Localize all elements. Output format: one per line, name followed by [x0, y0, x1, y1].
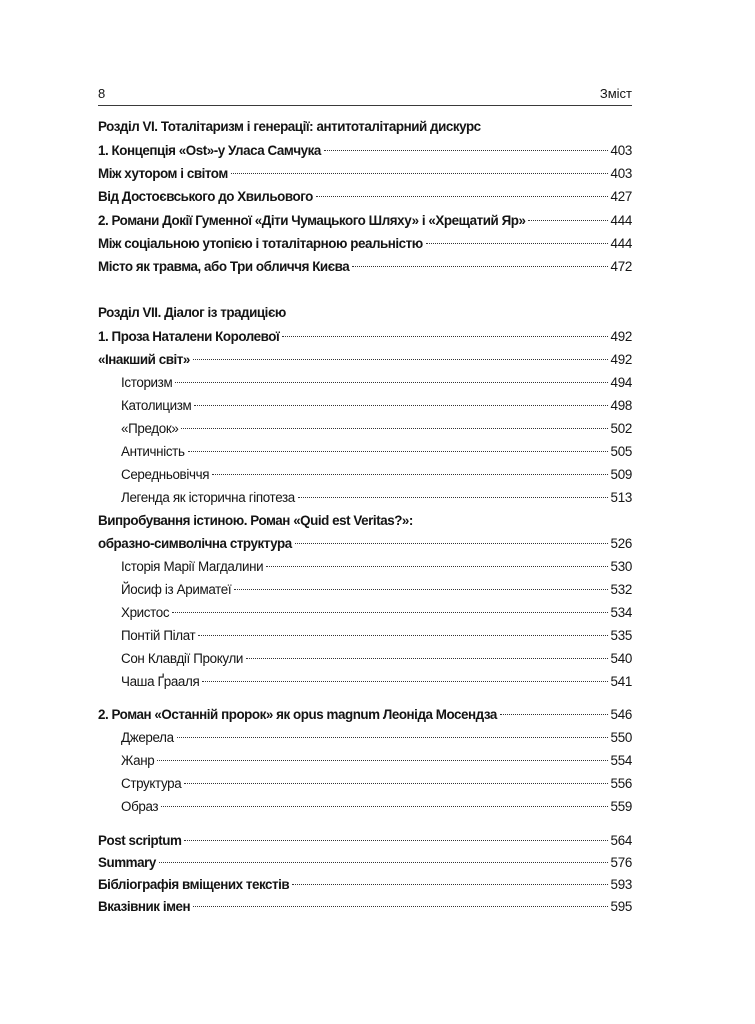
toc-entry-page: 513 — [610, 490, 632, 505]
toc-subentry[interactable] — [98, 773, 632, 795]
toc-entry-title: «Предок» — [121, 421, 179, 436]
toc-subentry[interactable] — [98, 464, 632, 486]
toc-subentry[interactable] — [98, 487, 632, 509]
toc-entry-page: 472 — [610, 259, 632, 274]
toc-entry[interactable] — [98, 256, 632, 278]
toc-entry-page: 576 — [610, 855, 632, 870]
toc-entry-page: 532 — [610, 582, 632, 597]
toc-entry-page: 550 — [610, 730, 632, 745]
toc-entry[interactable] — [98, 233, 632, 255]
toc-entry-title: Чаша Ґрааля — [121, 674, 200, 689]
toc-entry-page: 494 — [610, 375, 632, 390]
toc-entry-title: Джерела — [121, 730, 174, 745]
veritas-section-title[interactable]: Випробування істиною. Роман «Quid est Veritas?»: — [98, 513, 413, 528]
leader-dots — [298, 497, 608, 498]
toc-entry-title: Бібліографія вміщених текстів — [98, 877, 290, 892]
toc-subentry[interactable] — [98, 671, 632, 693]
leader-dots — [198, 635, 607, 636]
leader-dots — [184, 840, 607, 841]
leader-dots — [316, 196, 608, 197]
toc-entry-page: 546 — [610, 707, 632, 722]
toc-entry-title: Структура — [121, 776, 182, 791]
toc-entry-title: Католицизм — [121, 398, 192, 413]
toc-entry-page: 492 — [610, 352, 632, 367]
leader-dots — [212, 474, 607, 475]
toc-entry-page: 530 — [610, 559, 632, 574]
leader-dots — [295, 543, 608, 544]
toc-entry-title: Середньовіччя — [121, 467, 210, 482]
leader-dots — [172, 612, 607, 613]
toc-entry-title: Post scriptum — [98, 833, 182, 848]
leader-dots — [177, 737, 608, 738]
leader-dots — [181, 428, 607, 429]
leader-dots — [266, 566, 607, 567]
toc-entry[interactable] — [98, 326, 632, 348]
leader-dots — [426, 243, 608, 244]
toc-entry[interactable] — [98, 349, 632, 371]
toc-entry-title: Між соціальною утопією і тоталітарною реальністю — [98, 236, 423, 251]
toc-entry-page: 593 — [610, 877, 632, 892]
toc-entry-page: 492 — [610, 329, 632, 344]
toc-entry-title: Від Достоєвського до Хвильового — [98, 189, 313, 204]
toc-entry-title: Сон Клавдії Прокули — [121, 651, 244, 666]
toc-subentry[interactable] — [98, 441, 632, 463]
leader-dots — [324, 150, 608, 151]
toc-entry-page: 509 — [610, 467, 632, 482]
toc-entry[interactable] — [98, 852, 632, 874]
leader-dots — [528, 220, 607, 221]
toc-entry-title: Жанр — [121, 753, 155, 768]
toc-entry-page: 540 — [610, 651, 632, 666]
toc-entry-page: 403 — [610, 166, 632, 181]
toc-entry[interactable] — [98, 210, 632, 232]
toc-entry-page: 564 — [610, 833, 632, 848]
leader-dots — [175, 382, 607, 383]
toc-entry-title: 2. Романи Докії Гуменної «Діти Чумацького Шляху» і «Хрещатий Яр» — [98, 213, 526, 228]
leader-dots — [282, 336, 607, 337]
header-rule — [98, 105, 632, 106]
leader-dots — [193, 906, 607, 907]
leader-dots — [231, 173, 608, 174]
part-6-title: Розділ VI. Тоталітаризм і генерації: антитоталітарний дискурс — [98, 119, 481, 134]
toc-entry-page: 444 — [610, 236, 632, 251]
toc-subentry[interactable] — [98, 602, 632, 624]
toc-entry-page: 554 — [610, 753, 632, 768]
toc-entry-page: 498 — [610, 398, 632, 413]
toc-entry-page: 556 — [610, 776, 632, 791]
leader-dots — [193, 359, 608, 360]
toc-entry-title: Вказівник імен — [98, 899, 191, 914]
toc-entry-page: 559 — [610, 799, 632, 814]
page-number: 8 — [98, 86, 106, 101]
toc-subentry[interactable] — [98, 625, 632, 647]
toc-subentry[interactable] — [98, 579, 632, 601]
toc-entry-title: 2. Роман «Останній пророк» як opus magnum Леоніда Мосендза — [98, 707, 497, 722]
toc-subentry[interactable] — [98, 418, 632, 440]
toc-entry-page: 502 — [610, 421, 632, 436]
toc-entry[interactable] — [98, 533, 632, 555]
page-header — [98, 82, 632, 104]
leader-dots — [292, 884, 607, 885]
toc-subentry[interactable] — [98, 372, 632, 394]
toc-entry-title: Античність — [121, 444, 185, 459]
leader-dots — [194, 405, 607, 406]
toc-entry[interactable] — [98, 830, 632, 852]
toc-entry-title: Легенда як історична гіпотеза — [121, 490, 295, 505]
toc-entry[interactable] — [98, 896, 632, 918]
toc-entry-title: Образ — [121, 799, 159, 814]
toc-entry-title: 1. Проза Наталени Королевої — [98, 329, 280, 344]
toc-entry[interactable] — [98, 874, 632, 896]
leader-dots — [246, 658, 607, 659]
part-7-title: Розділ VII. Діалог із традицією — [98, 305, 286, 320]
toc-entry-page: 444 — [610, 213, 632, 228]
toc-entry-page: 505 — [610, 444, 632, 459]
toc-entry[interactable] — [98, 186, 632, 208]
leader-dots — [352, 266, 607, 267]
toc-entry-title: Між хутором і світом — [98, 166, 228, 181]
leader-dots — [184, 783, 607, 784]
toc-entry-page: 526 — [610, 536, 632, 551]
toc-entry-page: 535 — [610, 628, 632, 643]
toc-subentry[interactable] — [98, 727, 632, 749]
leader-dots — [161, 806, 607, 807]
toc-entry-title: Йосиф із Ариматеї — [121, 582, 232, 597]
toc-subentry[interactable] — [98, 556, 632, 578]
toc-entry[interactable] — [98, 704, 632, 726]
toc-subentry[interactable] — [98, 648, 632, 670]
toc-entry-page: 541 — [610, 674, 632, 689]
leader-dots — [157, 760, 607, 761]
leader-dots — [202, 681, 607, 682]
leader-dots — [159, 862, 608, 863]
toc-entry-page: 427 — [610, 189, 632, 204]
toc-entry-title: Понтій Пілат — [121, 628, 196, 643]
toc-entry-title: Історія Марії Магдалини — [121, 559, 264, 574]
toc-entry-page: 403 — [610, 143, 632, 158]
toc-subentry[interactable] — [98, 796, 632, 818]
toc-entry-title: Христос — [121, 605, 170, 620]
toc-entry-title: Місто як травма, або Три обличчя Києва — [98, 259, 350, 274]
leader-dots — [188, 451, 608, 452]
toc-entry[interactable] — [98, 140, 632, 162]
toc-entry-title: «Інакший світ» — [98, 352, 190, 367]
toc-entry[interactable] — [98, 163, 632, 185]
toc-entry-title: Історизм — [121, 375, 173, 390]
toc-entry-page: 534 — [610, 605, 632, 620]
toc-entry-title: Summary — [98, 855, 156, 870]
toc-entry-page: 595 — [610, 899, 632, 914]
toc-entry-title: 1. Концепція «Ost»-у Уласа Самчука — [98, 143, 321, 158]
leader-dots — [500, 714, 608, 715]
toc-entry-title: образно-символічна структура — [98, 536, 292, 551]
toc-subentry[interactable] — [98, 750, 632, 772]
running-head: Зміст — [599, 86, 632, 101]
leader-dots — [234, 589, 607, 590]
toc-subentry[interactable] — [98, 395, 632, 417]
